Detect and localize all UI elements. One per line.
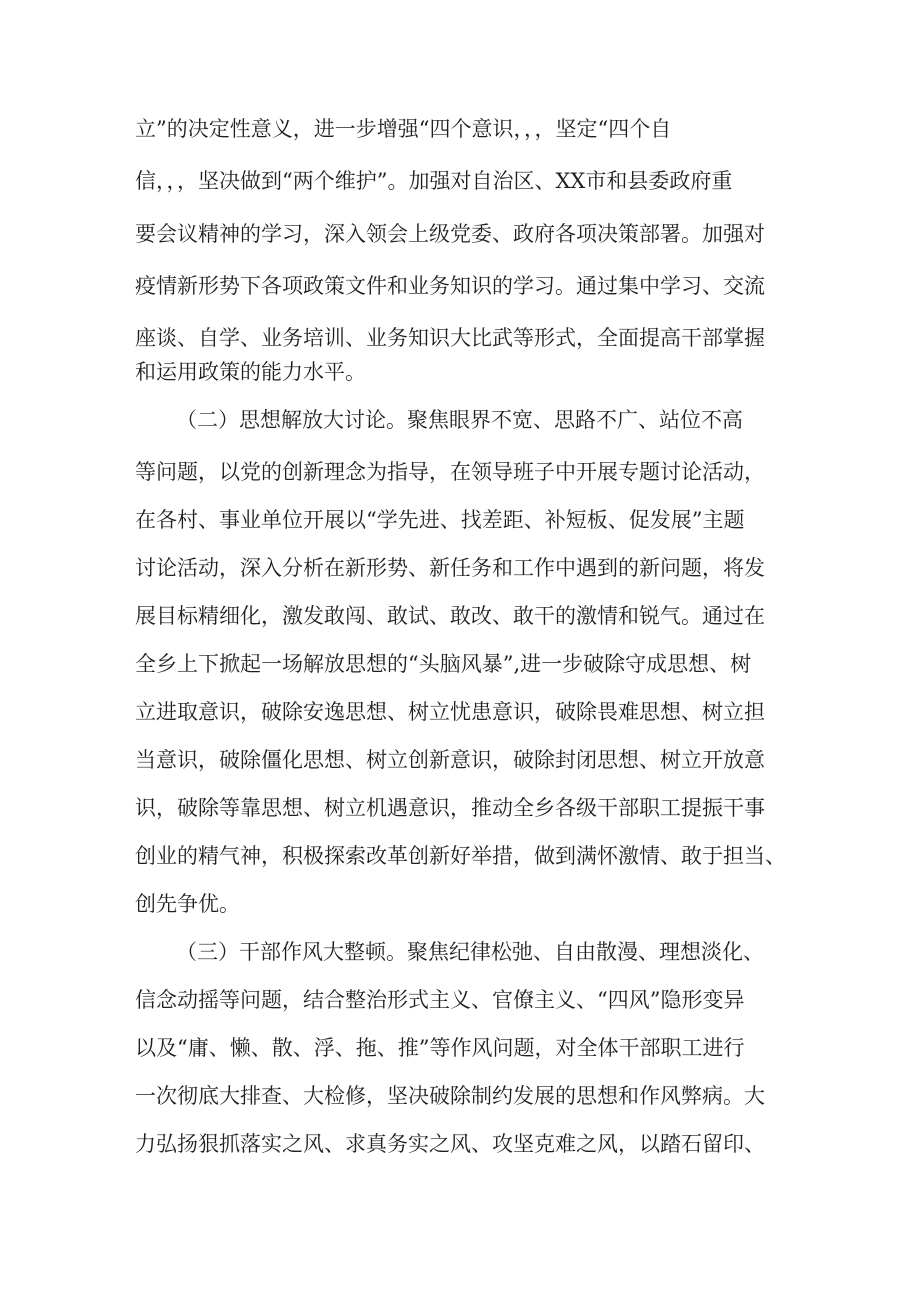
text-line: 信念动摇等问题，结合整治形式主义、官僚主义、“四风”隐形变异	[135, 988, 745, 1012]
text-line: 全乡上下掀起一场解放思想的“头脑风暴”,进一步破除守成思想、树	[135, 652, 752, 676]
text-line: 和运用政策的能力水平。	[135, 360, 366, 384]
text-line: 当意识，破除僵化思想、树立创新意识，破除封闭思想、树立开放意	[135, 748, 765, 772]
text-line: 力弘扬狠抓落实之风、求真务实之风、攻坚克难之风，以踏石留印、	[135, 1132, 765, 1156]
text-line: 以及“庸、懒、散、浮、拖、推”等作风问题，对全体干部职工进行	[135, 1036, 745, 1060]
text-line: 创先争优。	[135, 892, 240, 916]
text-line: 展目标精细化，激发敢闯、敢试、敢改、敢干的激情和锐气。通过在	[135, 604, 765, 628]
text-line: 讨论活动，深入分析在新形势、新任务和工作中遇到的新问题，将发	[135, 556, 765, 580]
text-line: 立”的决定性意义，进一步增强“四个意识，，，坚定“四个自	[135, 117, 672, 141]
text-line: 一次彻底大排查、大检修，坚决破除制约发展的思想和作风弊病。大	[135, 1084, 765, 1108]
text-line: 创业的精气神，积极探索改革创新好举措，做到满怀激情、敢于担当、	[135, 844, 786, 868]
text-line: 座谈、自学、业务培训、业务知识大比武等形式，全面提高干部掌握	[135, 326, 765, 350]
text-line: 信，，，坚决做到“两个维护”。加强对自治区、XX市和县委政府重	[135, 169, 733, 193]
paragraph-heading-2: （二）思想解放大讨论。聚焦眼界不宽、思路不广、站位不高	[176, 408, 743, 432]
text-line: 在各村、事业单位开展以“学先进、找差距、补短板、促发展”主题	[135, 508, 745, 532]
text-line: 疫情新形势下各项政策文件和业务知识的学习。通过集中学习、交流	[135, 274, 765, 298]
paragraph-heading-3: （三）干部作风大整顿。聚焦纪律松弛、自由散漫、理想淡化、	[176, 940, 764, 964]
text-line: 识，破除等靠思想、树立机遇意识，推动全乡各级干部职工提振干事	[135, 796, 765, 820]
text-line: 立进取意识，破除安逸思想、树立忧患意识，破除畏难思想、树立担	[135, 700, 765, 724]
text-line: 等问题，以党的创新理念为指导，在领导班子中开展专题讨论活动，	[135, 460, 765, 484]
text-line: 要会议精神的学习，深入领会上级党委、政府各项决策部署。加强对	[135, 222, 765, 246]
